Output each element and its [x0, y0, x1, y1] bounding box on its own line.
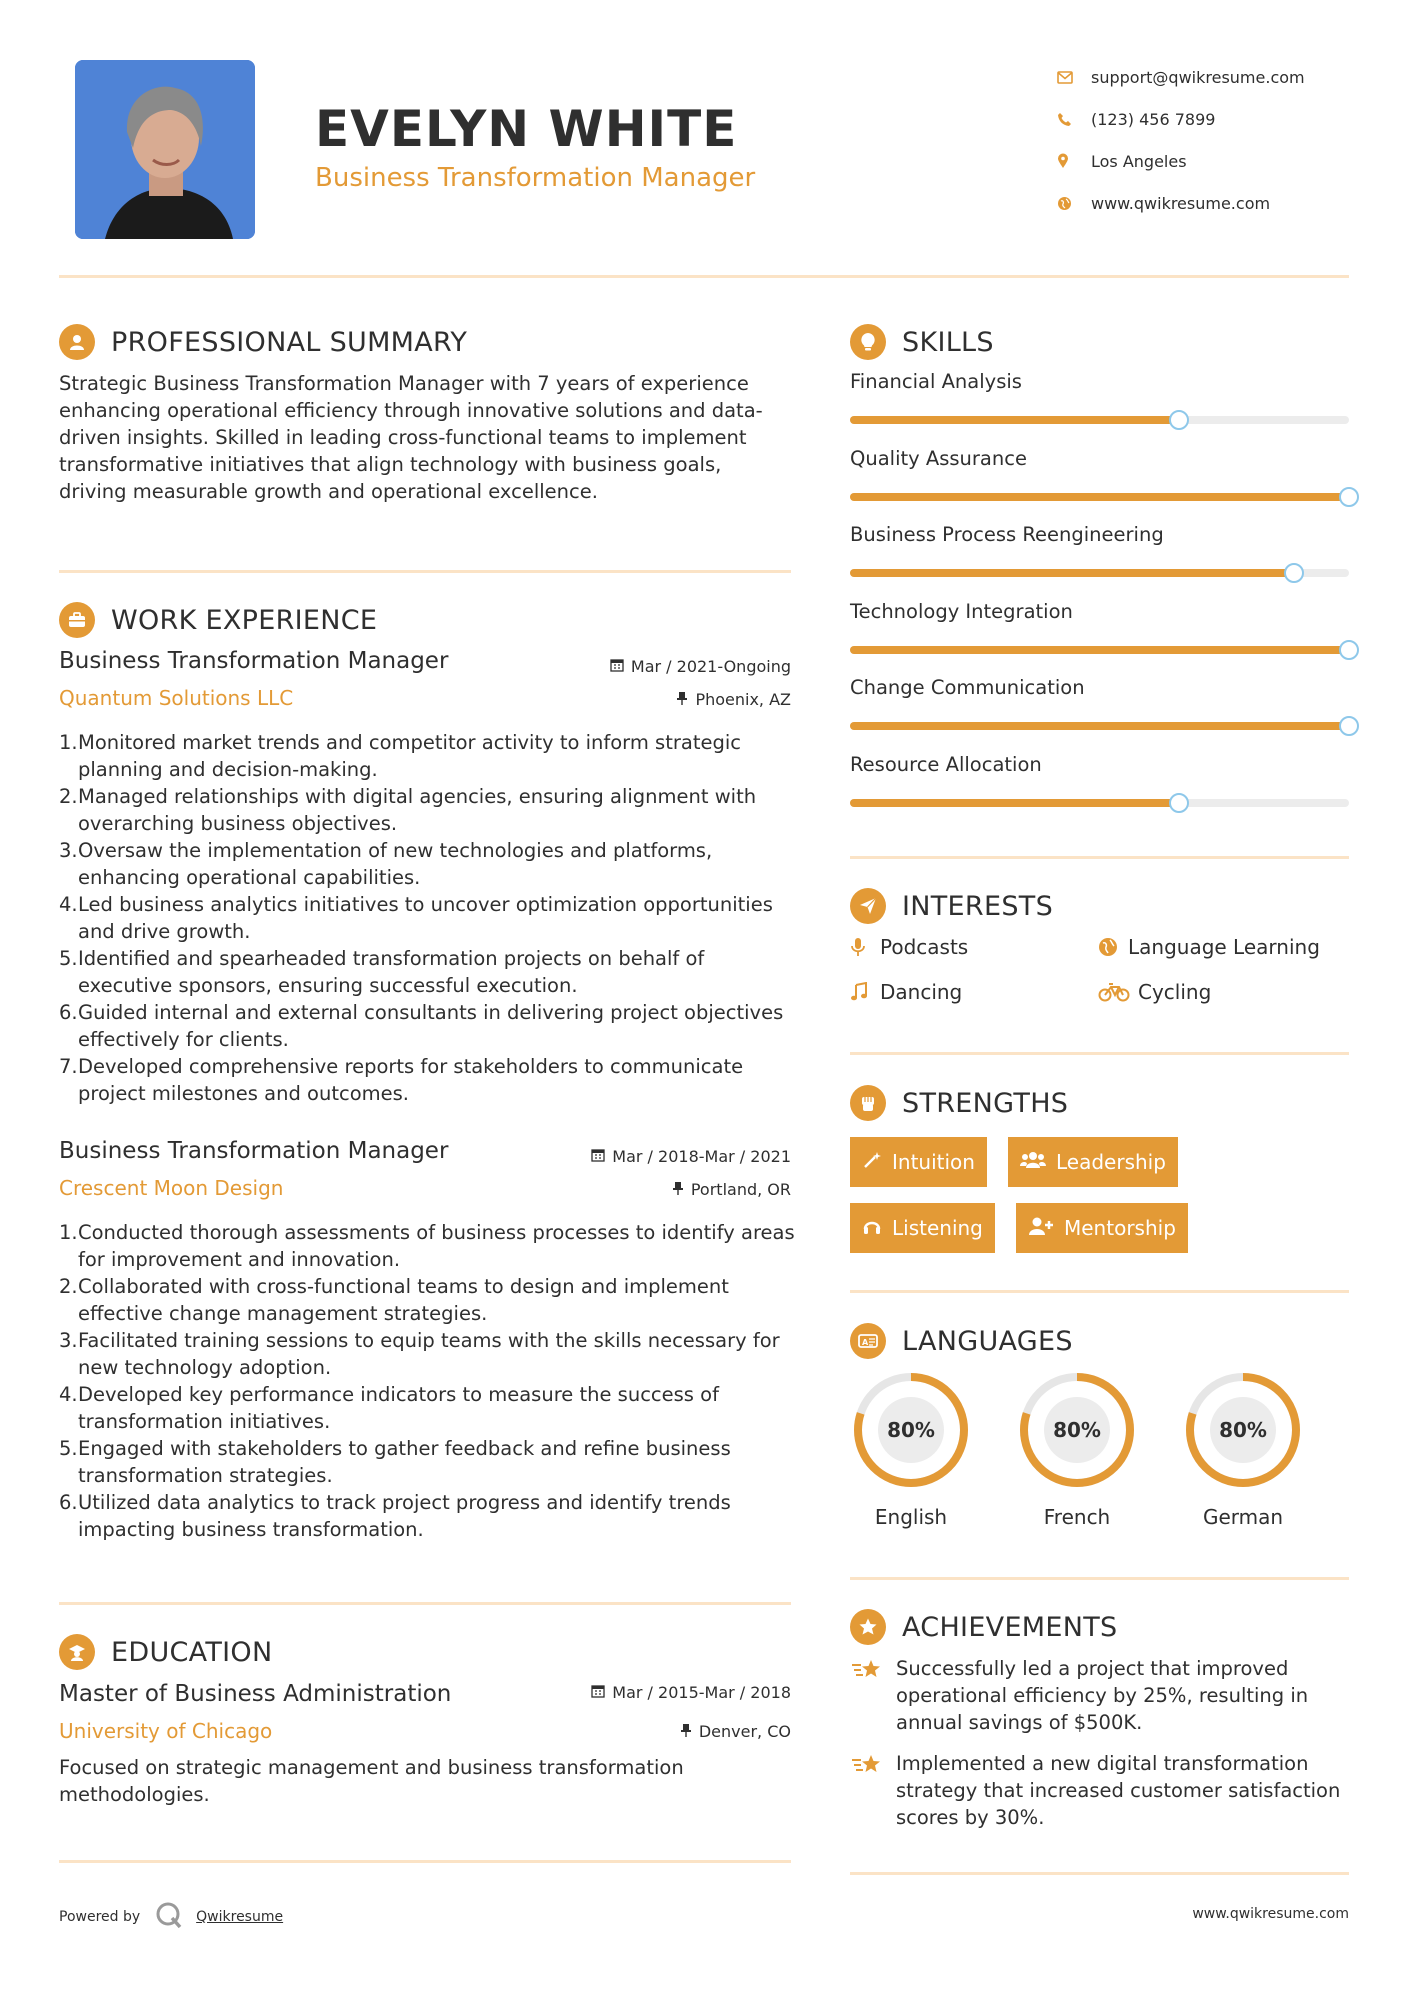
footer-site[interactable]	[1150, 1906, 1349, 1922]
list-item: 5. Engaged with stakeholders to gather feedback and refine business transformation strategies.	[59, 1437, 731, 1487]
list-item: 2. Managed relationships with digital agencies, ensuring alignment with overarching business objectives.	[59, 785, 757, 835]
interest-podcasts	[850, 935, 968, 959]
contact-location-text: Los Angeles	[1091, 151, 1187, 171]
map-pin-icon	[1057, 153, 1091, 169]
user-icon	[59, 324, 95, 360]
contact-email[interactable]	[1057, 56, 1387, 98]
envelope-icon	[1057, 71, 1091, 84]
header-divider	[59, 275, 1349, 278]
skill-bar-fill	[850, 722, 1349, 730]
fist-icon	[850, 1085, 886, 1121]
contact-phone-text: (123) 456 7899	[1091, 109, 1216, 129]
skill-bar-fill	[850, 799, 1179, 807]
list-item: 2. Collaborated with cross-functional teams to design and implement effective change management strategies.	[59, 1275, 729, 1325]
lightbulb-icon	[850, 324, 886, 360]
candidate-name: EVELYN WHITE	[315, 100, 738, 158]
interest-language-learning	[1098, 935, 1320, 959]
graduate-icon	[59, 1634, 95, 1670]
degree-title: Master of Business Administration	[59, 1681, 452, 1707]
skills-title: SKILLS	[902, 326, 994, 358]
education-title: EDUCATION	[111, 1636, 273, 1668]
user-plus-icon	[1028, 1216, 1054, 1241]
strength-tag-listening	[850, 1203, 995, 1253]
school-name: University of Chicago	[59, 1719, 273, 1743]
achievement-item	[850, 1655, 1350, 1736]
skill-name: Resource Allocation	[850, 752, 1042, 776]
skill-bar	[850, 493, 1349, 501]
company-name: Quantum Solutions LLC	[59, 686, 294, 710]
interest-dancing	[850, 980, 962, 1004]
skill-bar	[850, 646, 1349, 654]
strengths-heading	[850, 1085, 1068, 1121]
strength-tag-mentorship	[1016, 1203, 1188, 1253]
skill-slider-knob	[1169, 410, 1189, 430]
language-percent: 80%	[1053, 1418, 1101, 1442]
work-heading	[59, 602, 377, 638]
skills-divider	[850, 856, 1349, 859]
contact-website[interactable]	[1057, 182, 1387, 224]
strengths-divider	[850, 1290, 1349, 1293]
language-ring	[1181, 1368, 1305, 1492]
work-title: WORK EXPERIENCE	[111, 604, 378, 636]
users-icon	[1020, 1150, 1046, 1175]
skill-name: Change Communication	[850, 676, 1085, 699]
globe-icon	[1057, 196, 1091, 211]
skill-bar	[850, 416, 1349, 424]
education-divider	[59, 1860, 791, 1863]
strength-label: Intuition	[892, 1150, 975, 1174]
skill-bar-fill	[850, 569, 1294, 577]
person-portrait-icon	[75, 60, 255, 239]
skill-slider-knob	[1169, 793, 1189, 813]
globe-icon	[1098, 937, 1128, 957]
job-title: Business Transformation Manager	[59, 648, 449, 674]
headphones-icon	[862, 1216, 882, 1241]
list-item: 1. Monitored market trends and competitor activity to inform strategic planning and decision-making.	[59, 731, 741, 781]
list-item: 3. Facilitated training sessions to equip teams with the skills necessary for new technology adoption.	[59, 1329, 780, 1379]
shooting-star-icon	[850, 1655, 896, 1736]
list-item: 7. Developed comprehensive reports for stakeholders to communicate project milestones and outcomes.	[59, 1055, 744, 1105]
education-date	[520, 1683, 791, 1702]
strength-tag-leadership	[1008, 1137, 1178, 1187]
contact-email-text: support@qwikresume.com	[1091, 67, 1305, 87]
contact-list	[1057, 56, 1387, 224]
pushpin-icon	[672, 1180, 684, 1199]
achievements-divider	[850, 1872, 1349, 1875]
language-name: English	[874, 1505, 948, 1529]
skill-bar	[850, 799, 1349, 807]
interest-label: Podcasts	[880, 935, 969, 959]
education-location	[540, 1722, 791, 1741]
job-date-text: Mar / 2018-Mar / 2021	[612, 1147, 791, 1166]
languages-divider	[850, 1577, 1349, 1580]
strength-label: Leadership	[1056, 1150, 1166, 1174]
list-item: 6. Utilized data analytics to track project progress and identify trends impacting business transformation.	[59, 1491, 731, 1541]
job-date	[540, 657, 791, 676]
achievement-text: Implemented a new digital transformation strategy that increased customer satisfaction scores by 30%.	[896, 1752, 1341, 1829]
interest-label: Cycling	[1138, 980, 1212, 1004]
language-name: German	[1202, 1505, 1284, 1529]
skill-slider-knob	[1339, 640, 1359, 660]
contact-website-text: www.qwikresume.com	[1091, 193, 1271, 213]
summary-text: Strategic Business Transformation Manager with 7 years of experience enhancing operational efficiency through innovative solutions and data-driven insights. Skilled in leading cross-functional teams to implement transformative initiatives that align technology with business goals, driving measurable growth and operational excellence.	[59, 372, 763, 503]
language-percent: 80%	[887, 1418, 935, 1442]
contact-phone[interactable]	[1057, 98, 1387, 140]
job-bullets	[59, 729, 799, 1107]
interests-heading	[850, 888, 1053, 924]
footer-site-text: www.qwikresume.com	[1192, 1906, 1349, 1922]
skill-bar	[850, 722, 1349, 730]
contact-location	[1057, 140, 1387, 182]
list-item: 5. Identified and spearheaded transformation projects on behalf of executive sponsors, ensuring successful execution.	[59, 947, 705, 997]
languages-heading	[850, 1323, 1073, 1359]
education-heading	[59, 1634, 272, 1670]
music-note-icon	[850, 982, 880, 1002]
interests-divider	[850, 1052, 1349, 1055]
achievement-text: Successfully led a project that improved operational efficiency by 25%, resulting in annual savings of $500K.	[896, 1657, 1309, 1734]
strengths-title: STRENGTHS	[902, 1087, 1069, 1119]
briefcase-icon	[59, 602, 95, 638]
powered-by-text: Powered by	[59, 1909, 141, 1925]
svg-text:A: A	[862, 1338, 869, 1347]
language-ring	[1015, 1368, 1139, 1492]
strength-label: Mentorship	[1064, 1216, 1176, 1240]
job-bullets	[59, 1219, 799, 1543]
job-location-text: Phoenix, AZ	[695, 690, 791, 709]
skill-slider-knob	[1339, 487, 1359, 507]
skill-slider-knob	[1339, 716, 1359, 736]
skill-bar-fill	[850, 416, 1179, 424]
brand-link[interactable]: Qwikresume	[196, 1909, 284, 1925]
education-text: Focused on strategic management and business transformation methodologies.	[59, 1756, 684, 1806]
calendar-icon	[591, 1683, 605, 1702]
work-divider	[59, 1602, 791, 1605]
strength-tag-intuition	[850, 1137, 987, 1187]
list-item: 4. Led business analytics initiatives to uncover optimization opportunities and drive growth.	[59, 893, 773, 943]
star-badge-icon	[850, 1609, 886, 1645]
interest-cycling	[1098, 980, 1211, 1004]
bicycle-icon	[1098, 982, 1138, 1002]
language-name: French	[1043, 1505, 1111, 1529]
summary-title: PROFESSIONAL SUMMARY	[111, 326, 468, 358]
job-date	[520, 1147, 791, 1166]
job-location-text: Portland, OR	[690, 1180, 791, 1199]
list-item: 6. Guided internal and external consultants in delivering project objectives effectively for clients.	[59, 1001, 784, 1051]
qwikresume-logo-icon	[154, 1900, 184, 1934]
list-item: 4. Developed key performance indicators to measure the success of transformation initiatives.	[59, 1383, 719, 1433]
list-item: 1. Conducted thorough assessments of business processes to identify areas for improvement and innovation.	[59, 1221, 795, 1271]
skill-bar	[850, 569, 1349, 577]
strength-label: Listening	[892, 1216, 983, 1240]
skill-name: Financial Analysis	[850, 370, 1022, 393]
footer-powered	[59, 1900, 283, 1934]
magic-wand-icon	[862, 1150, 882, 1175]
language-percent: 80%	[1219, 1418, 1267, 1442]
skill-name: Technology Integration	[850, 599, 1073, 623]
summary-heading	[59, 324, 467, 360]
candidate-role: Business Transformation Manager	[315, 163, 756, 193]
job-title: Business Transformation Manager	[59, 1138, 449, 1164]
calendar-icon	[610, 657, 624, 676]
skill-name: Business Process Reengineering	[850, 523, 1164, 546]
education-location-text: Denver, CO	[698, 1722, 791, 1741]
skill-slider-knob	[1284, 563, 1304, 583]
summary-divider	[59, 570, 791, 573]
pushpin-icon	[676, 690, 688, 709]
job-date-text: Mar / 2021-Ongoing	[630, 657, 791, 676]
calendar-icon	[591, 1147, 605, 1166]
interest-label: Dancing	[880, 980, 963, 1004]
profile-photo	[75, 60, 255, 239]
phone-icon	[1057, 112, 1091, 127]
list-item: 3. Oversaw the implementation of new technologies and platforms, enhancing operational capabilities.	[59, 839, 713, 889]
skill-bar-fill	[850, 493, 1349, 501]
job-location	[540, 1180, 791, 1199]
achievements-heading	[850, 1609, 1118, 1645]
paper-plane-icon	[850, 888, 886, 924]
achievements-title: ACHIEVEMENTS	[902, 1611, 1118, 1643]
microphone-icon	[850, 937, 880, 957]
interest-label: Language Learning	[1128, 935, 1320, 959]
languages-title: LANGUAGES	[902, 1325, 1073, 1357]
id-card-icon	[850, 1323, 886, 1359]
education-date-text: Mar / 2015-Mar / 2018	[612, 1683, 791, 1702]
skill-name: Quality Assurance	[850, 446, 1027, 470]
interests-title: INTERESTS	[902, 890, 1054, 922]
skills-heading	[850, 324, 994, 360]
company-name: Crescent Moon Design	[59, 1176, 284, 1200]
pushpin-icon	[680, 1722, 692, 1741]
skill-bar-fill	[850, 646, 1349, 654]
language-ring	[849, 1368, 973, 1492]
job-location	[540, 690, 791, 709]
achievement-item	[850, 1750, 1350, 1831]
shooting-star-icon	[850, 1750, 896, 1831]
